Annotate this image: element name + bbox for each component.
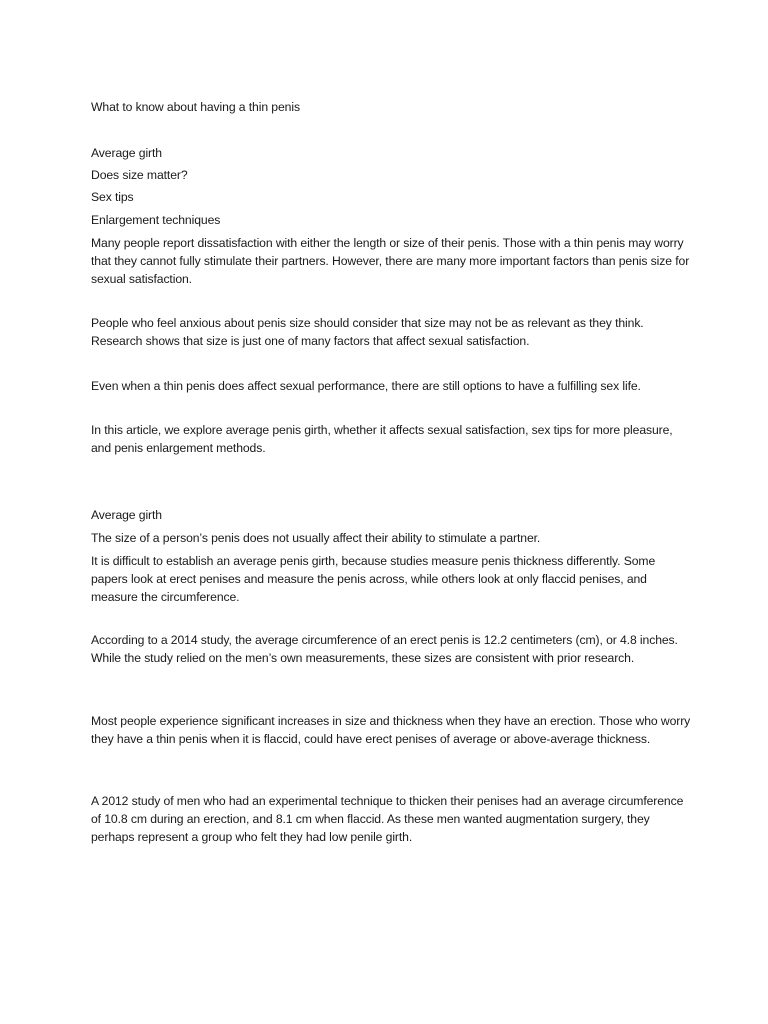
intro-paragraph: People who feel anxious about penis size should consider that size may not be as relevant as they think. Research shows that size is just one of many factors that affect sexual satisfaction. bbox=[91, 316, 644, 348]
toc-item-does-size-matter: Does size matter? bbox=[91, 168, 188, 182]
section-paragraph: According to a 2014 study, the average circumference of an erect penis is 12.2 centimeters (cm), or 4.8 inches. While the study relied on the men’s own measurements, these sizes are consistent with prior research. bbox=[91, 633, 678, 665]
section-paragraph: Most people experience significant increases in size and thickness when they have an erection. Those who worry they have a thin penis when it is flaccid, could have erect penises of average or above-average thickness. bbox=[91, 714, 691, 746]
document-title: What to know about having a thin penis bbox=[91, 100, 300, 114]
section-lead: The size of a person’s penis does not usually affect their ability to stimulate a partner. bbox=[91, 531, 541, 545]
intro-paragraph: Even when a thin penis does affect sexual performance, there are still options to have a fulfilling sex life. bbox=[91, 379, 641, 393]
toc-item-enlargement-techniques: Enlargement techniques bbox=[91, 213, 221, 227]
intro-paragraph: Many people report dissatisfaction with either the length or size of their penis. Those with a thin penis may worry that they cannot fully stimulate their partners. However, there are many more important factors than penis size for sexual satisfaction. bbox=[91, 236, 690, 286]
intro-paragraph: In this article, we explore average penis girth, whether it affects sexual satisfaction, sex tips for more pleasure, and penis enlargement methods. bbox=[91, 423, 673, 455]
toc-item-sex-tips: Sex tips bbox=[91, 190, 134, 204]
toc-item-average-girth: Average girth bbox=[91, 146, 162, 160]
section-paragraph: A 2012 study of men who had an experimental technique to thicken their penises had an average circumference of 10.8 cm during an erection, and 8.1 cm when flaccid. As these men wanted augmentation surgery, they perhaps represent a group who felt they had low penile girth. bbox=[91, 794, 684, 844]
section-heading: Average girth bbox=[91, 508, 162, 522]
section-paragraph: It is difficult to establish an average penis girth, because studies measure penis thickness differently. Some papers look at erect penises and measure the penis across, while others look at only flaccid penises, and measure the circumference. bbox=[91, 554, 656, 604]
